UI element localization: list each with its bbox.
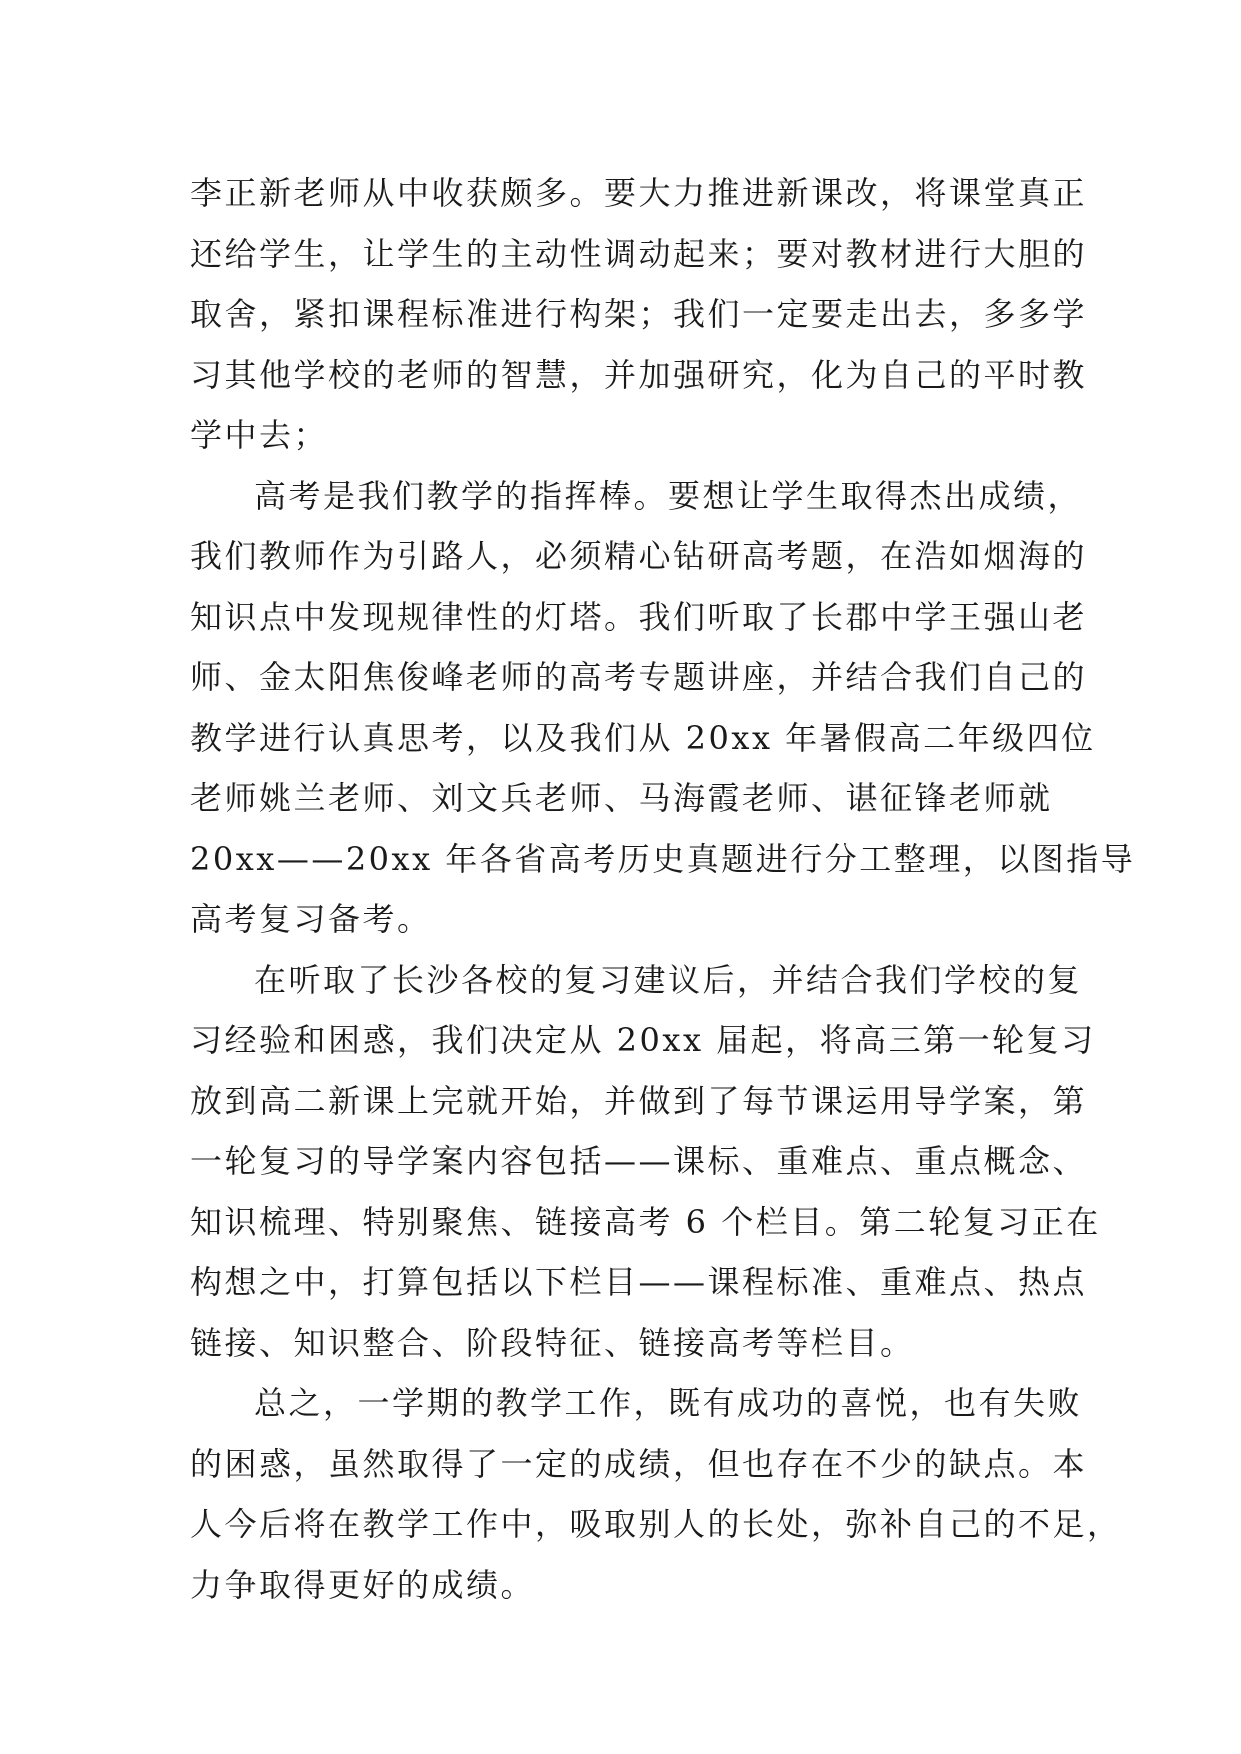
text-line: 人今后将在教学工作中，吸取别人的长处，弥补自己的不足， <box>190 1505 1122 1543</box>
text-line: 师、金太阳焦俊峰老师的高考专题讲座，并结合我们自己的 <box>190 658 1088 696</box>
paragraph-3 <box>190 950 1101 1374</box>
paragraph-1 <box>190 163 1088 466</box>
text-line: 教学进行认真思考，以及我们从 20xx 年暑假高二年级四位 <box>190 718 1096 757</box>
text-line: 一轮复习的导学案内容包括——课标、重难点、重点概念、 <box>190 1142 1088 1180</box>
text-line: 链接、知识整合、阶段特征、链接高考等栏目。 <box>190 1323 915 1362</box>
text-line: 知识点中发现规律性的灯塔。我们听取了长郡中学王强山老 <box>190 597 1088 636</box>
text-line: 高考是我们教学的指挥棒。要想让学生取得杰出成绩， <box>254 476 1083 515</box>
text-line: 高考复习备考。 <box>190 900 432 938</box>
text-line: 力争取得更好的成绩。 <box>190 1565 536 1604</box>
text-line: 的困惑，虽然取得了一定的成绩，但也存在不少的缺点。本 <box>190 1444 1088 1483</box>
text-line: 还给学生，让学生的主动性调动起来；要对教材进行大胆的 <box>190 234 1088 273</box>
text-line: 老师姚兰老师、刘文兵老师、马海霞老师、谌征锋老师就 <box>190 779 1053 817</box>
text-line: 取舍，紧扣课程标准进行构架；我们一定要走出去，多多学 <box>190 295 1088 333</box>
text-line: 在听取了长沙各校的复习建议后，并结合我们学校的复 <box>254 960 1083 999</box>
text-line: 20xx——20xx 年各省高考历史真题进行分工整理，以图指导 <box>190 839 1136 878</box>
text-line: 知识梳理、特别聚焦、链接高考 6 个栏目。第二轮复习正在 <box>190 1202 1101 1241</box>
text-line: 李正新老师从中收获颇多。要大力推进新课改，将课堂真正 <box>190 174 1088 212</box>
text-line: 放到高二新课上完就开始，并做到了每节课运用导学案，第 <box>190 1081 1088 1120</box>
paragraph-4 <box>190 1373 1122 1615</box>
text-line: 总之，一学期的教学工作，既有成功的喜悦，也有失败 <box>254 1384 1083 1422</box>
text-line: 我们教师作为引路人，必须精心钻研高考题，在浩如烟海的 <box>190 537 1088 575</box>
paragraph-2 <box>190 466 1136 950</box>
text-line: 习经验和困惑，我们决定从 20xx 届起，将高三第一轮复习 <box>190 1021 1096 1059</box>
text-line: 习其他学校的老师的智慧，并加强研究，化为自己的平时教 <box>190 355 1088 394</box>
document-body <box>190 163 1136 1615</box>
text-line: 构想之中，打算包括以下栏目——课程标准、重难点、热点 <box>190 1263 1088 1301</box>
text-line: 学中去； <box>190 416 329 454</box>
